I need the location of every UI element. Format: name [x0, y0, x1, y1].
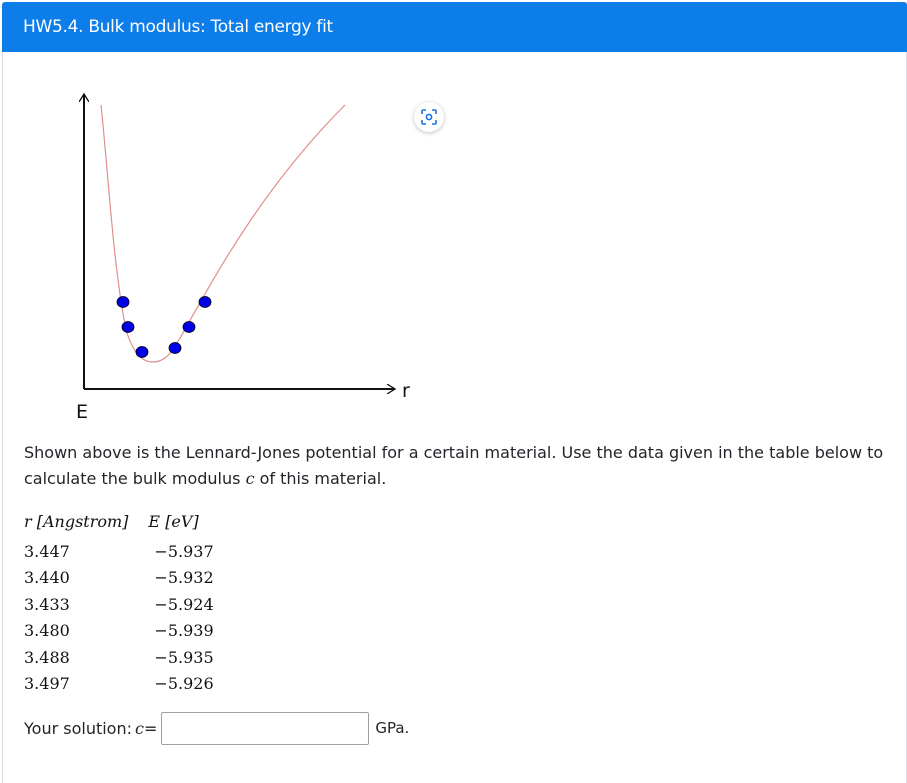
- expand-figure-button[interactable]: [414, 102, 444, 132]
- potential-curve: [101, 105, 345, 362]
- solution-input[interactable]: [161, 712, 369, 745]
- focus-expand-icon: [421, 109, 437, 125]
- data-points: [117, 297, 211, 358]
- page-title: HW5.4. Bulk modulus: Total energy fit: [23, 17, 333, 37]
- data-point: [117, 297, 129, 308]
- answer-label: Your solution:: [24, 718, 132, 738]
- table-row: 3.497 −5.926: [24, 674, 214, 694]
- data-point: [183, 322, 195, 333]
- variable-c: c: [245, 469, 255, 488]
- answer-equals: =: [143, 718, 158, 738]
- column-header-r: r [Angstrom]: [24, 511, 129, 531]
- y-axis-label: E: [76, 401, 89, 423]
- data-point: [169, 343, 181, 354]
- data-point: [199, 297, 211, 308]
- column-header-e: E [eV]: [148, 511, 199, 531]
- table-row: 3.480 −5.939: [24, 621, 214, 641]
- data-point: [136, 347, 148, 358]
- answer-row: [24, 712, 409, 744]
- problem-description: Shown above is the Lennard-Jones potential for a certain material. Use the data given in the table below to calculate the bulk modulus c of this material.: [24, 443, 884, 488]
- x-axis-label: r: [402, 380, 410, 402]
- table-header-row: [24, 510, 220, 538]
- data-table: [24, 510, 220, 697]
- table-row: 3.447 −5.937: [24, 541, 214, 561]
- answer-variable: c: [135, 718, 144, 738]
- table-row: 3.433 −5.924: [24, 594, 214, 614]
- table-row: 3.440 −5.932: [24, 568, 214, 588]
- data-point: [122, 322, 134, 333]
- table-row: 3.488 −5.935: [24, 647, 214, 667]
- unit-label: GPa.: [375, 719, 410, 737]
